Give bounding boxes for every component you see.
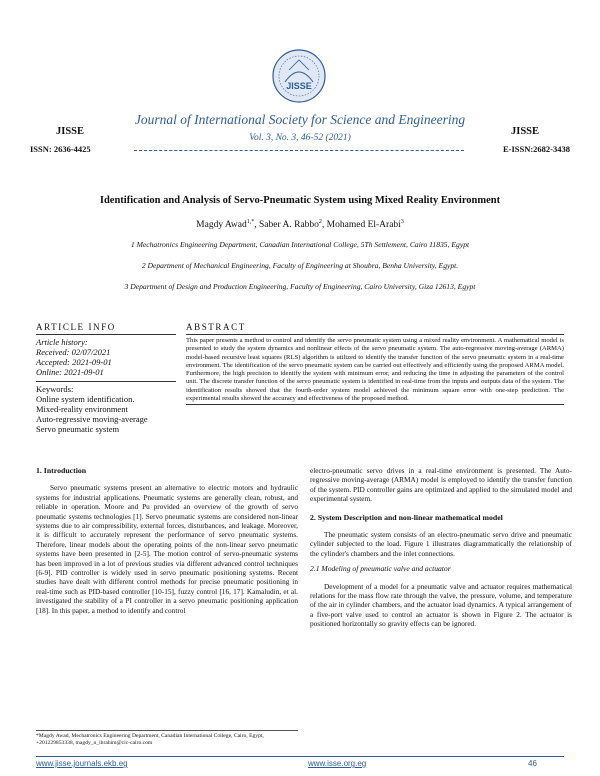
article-history	[36, 337, 176, 377]
section-1-text: Servo pneumatic systems present an alternative to electric motors and hydraulic systems for industrial applications. Pneumatic systems are generally clean, robust, and reliable in operation. Moore and Pu provided an overview of the growth of servo pneumatic systems technologies [1]. Servo pneumatic systems are considered non-linear systems due to air compressibility, external forces, disturbances, and leakage. Moreover, it is difficult to accurately represent the performance of servo pneumatic systems. Therefore, linear models about the operating points of the non-linear servo pneumatic systems have been presented in [2-5]. The motion control of servo-pneumatic systems has been improved in a lot of previous studies via different advanced control techniques [6-9]. PID controller is widely used in servo pneumatic positioning systems. Recent studies have dealt with different control methods for precise pneumatic positioning in real-time such as PID-based controller [10-15], fuzzy control [16, 17]. Kamaludin, et al. investigated the stability of a PI controller in a servo pneumatic positioning application [18]. In this paper, a method to identify and control	[36, 483, 298, 615]
section-2-1-text: Development of a model for a pneumatic valve and actuator requires mathematical relations for the mass flow rate through the valve, the pressure, volume, and temperature of the air in cylinder chambers, and the actuator load dynamics. A typical arrangement of a five-port valve used to control an actuator is shown in Figure 2. The actuator is positioned horizontally so gravity effects can be ignored.	[310, 581, 572, 629]
history-received: Received: 02/07/2021	[36, 347, 111, 357]
affiliation-3: 3 Department of Design and Production Engineering, Faculty of Engineering, Cairo University, Giza 12613, Egypt	[124, 282, 476, 291]
abstract-text: This paper presents a method to control and identify the servo pneumatic system using a mixed reality environment. A mathematical model is presented to study the system dynamics and nonlinear effects of the servo pneumatic system. The auto-regressive moving-average (ARMA) model-based recursive least squares (RLS) algorithm is utilized to identify the transfer function of the servo pneumatic system in a real-time environment. The identification of the servo pneumatic system can be carried out effectively and efficiently using the proposed ARMA model. Furthermore, the high precision to identify the system with minimum error, and reducing the time in adjusting the parameters of the control unit. The discrete transfer function of the servo pneumatic system is identified in real-time from the inputs and outputs data of the system. The identification results showed that the fourth-order system model achieved the minimum square error with one-step prediction. The experimental results showed the accuracy and effectiveness of the proposed method.	[186, 337, 564, 403]
history-online: Online: 2021-09-01	[36, 367, 104, 377]
paper-title: Identification and Analysis of Servo-Pneumatic System using Mixed Reality Environment	[99, 195, 501, 206]
header-right-issn: E-ISSN:2682-3438	[502, 144, 570, 154]
header-left-block	[30, 126, 110, 154]
keyword-item: Mixed-reality environment	[36, 404, 128, 414]
keyword-item: Auto-regressive moving-average	[36, 414, 148, 424]
affiliation-2: 2 Department of Mechanical Engineering, Faculty of Engineering at Shoubra, Benha University, Egypt.	[141, 261, 459, 270]
abstract	[186, 322, 564, 405]
journal-logo	[271, 48, 327, 104]
abstract-rule-2	[186, 404, 564, 405]
header-right-block	[480, 126, 570, 154]
article-info	[36, 322, 176, 434]
keywords-label: Keywords:	[36, 384, 74, 394]
body-right-column	[310, 466, 572, 629]
logo-text: JISSE	[286, 81, 312, 91]
keywords	[36, 384, 176, 434]
paper-authors: Magdy Awad$^{1,*}$, Saber A. Rabbo$^2$, Mohamed El-Arabi$^3$	[196, 219, 404, 231]
page-number: 46	[528, 759, 537, 768]
header-left-issn: ISSN: 2636-4425	[30, 144, 91, 154]
footer-society-link[interactable]: www.isse.org.eg	[308, 759, 367, 768]
article-info-rule	[36, 334, 176, 335]
history-label: Article history:	[36, 337, 88, 347]
article-info-heading: ARTICLE INFO	[36, 322, 116, 332]
section-2-1-heading: 2.1 Modeling of pneumatic valve and actuator	[310, 564, 451, 574]
affiliation-1: 1 Mechatronics Engineering Department, Canadian International College, 5Th Settlement, Cairo 11835, Egypt	[130, 240, 470, 249]
journal-volume: Vol. 3, No. 3, 46-52 (2021)	[249, 133, 351, 143]
intro-continued-text: electro-pneumatic servo drives in a real-time environment is presented. The Auto-regressive moving-average (ARMA) model is employed to identify the transfer function of the system. PID controller gains are optimized and applied to the simulated model and experimental system.	[310, 466, 572, 504]
keyword-item: Online system identification.	[36, 394, 135, 404]
header-right-title: JISSE	[510, 126, 540, 137]
header-left-title: JISSE	[55, 126, 85, 137]
section-2-text: The pneumatic system consists of an electro-pneumatic servo drive and pneumatic cylinder subjected to the load. Figure 1 illustrates diagrammatically the relationship of the cylinder's chambers and the inlet connections.	[310, 530, 572, 558]
article-info-rule-2	[36, 381, 176, 382]
abstract-rule	[186, 334, 564, 335]
footer-divider	[36, 756, 564, 757]
footer-journal-link[interactable]: www.jisse.journals.ekb.eg	[36, 759, 128, 768]
corresponding-author-footnote: *Magdy Awad, Mechatronics Engineering Department, Canadian International College, Cairo, Egypt, +201229853338, magdy_n_ibrahim@cic-cairo.com	[36, 730, 298, 747]
abstract-heading: ABSTRACT	[186, 322, 246, 332]
section-1-heading: 1. Introduction	[36, 466, 87, 475]
section-2-heading: 2. System Description and non-linear mathematical model	[310, 512, 503, 522]
body-left-column	[36, 466, 298, 615]
journal-name: Journal of International Society for Science and Engineering	[134, 112, 466, 127]
journal-divider	[134, 150, 464, 151]
history-accepted: Accepted: 2021-09-01	[36, 357, 112, 367]
keyword-item: Servo pneumatic system	[36, 424, 120, 434]
